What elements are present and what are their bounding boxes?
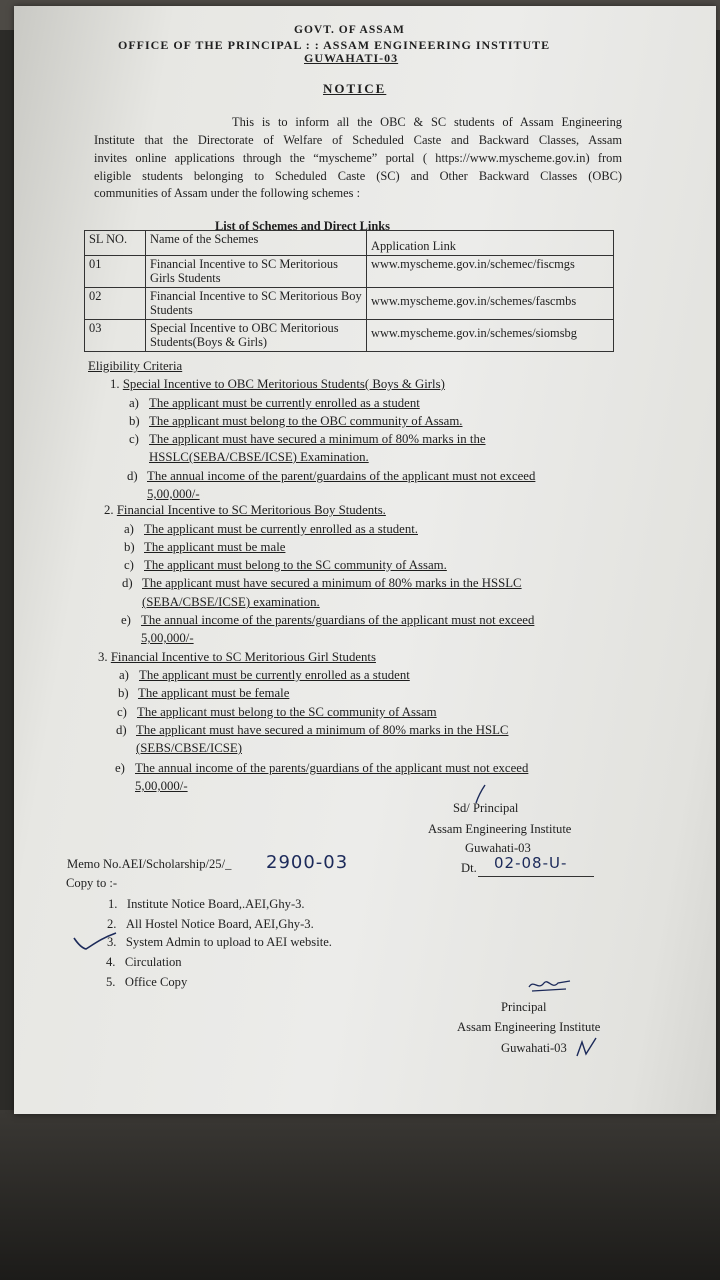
section-number: 2. [104, 503, 114, 517]
memo-number: Memo No.AEI/Scholarship/25/_ [67, 857, 232, 871]
item-marker: d) [122, 576, 133, 590]
row-sl: 03 [85, 319, 146, 351]
item-text-continued: 5,00,000/- [147, 487, 200, 501]
copy-item [106, 954, 182, 972]
sd-principal: Sd/ Principal [453, 801, 519, 815]
notice-title: NOTICE [323, 81, 387, 96]
criterion-item [127, 469, 535, 484]
item-marker: e) [121, 613, 131, 627]
eligibility-title: Eligibility Criteria [88, 359, 183, 373]
row-link[interactable]: www.myscheme.gov.in/schemes/fascmbs [367, 287, 614, 319]
row-sl: 01 [85, 255, 146, 287]
criterion-item [119, 668, 410, 683]
section-number: 3. [98, 650, 108, 664]
criterion-item [124, 540, 285, 555]
item-text-continued: 5,00,000/- [135, 779, 188, 793]
item-text-continued: (SEBS/CBSE/ICSE) [136, 741, 242, 755]
row-sl: 02 [85, 287, 146, 319]
section-title: Financial Incentive to SC Meritorious Girl Students [110, 650, 376, 664]
item-text-continued: HSSLC(SEBA/CBSE/ICSE) Examination. [149, 450, 369, 464]
item-text: The applicant must have secured a minimum of 80% marks in the [149, 432, 486, 446]
background-floor [0, 1110, 720, 1280]
item-text-continued: 5,00,000/- [141, 631, 194, 645]
date-label: Dt. [461, 861, 477, 875]
date-underline [478, 876, 594, 877]
item-marker: b) [124, 540, 135, 554]
item-text: The annual income of the parent/guardains of the applicant must not exceed [147, 469, 536, 483]
copy-item [107, 934, 332, 952]
principal-institute: Assam Engineering Institute [457, 1020, 601, 1034]
item-text: The applicant must have secured a minimum of 80% marks in the HSLC [136, 723, 509, 737]
copy-item-text: Institute Notice Board,.AEI,Ghy-3. [126, 897, 305, 911]
item-marker: d) [127, 469, 138, 483]
schemes-table [84, 230, 614, 352]
section-1-title [110, 377, 445, 392]
copy-item-number: 4. [106, 955, 116, 969]
copy-item-text: All Hostel Notice Board, AEI,Ghy-3. [125, 917, 314, 931]
intro-line-4: eligible students belonging to Scheduled Caste (SC) and Other Backward Classes (OBC) [94, 169, 622, 183]
intro-line-5: communities of Assam under the following schemes : [94, 186, 361, 200]
copy-item-text: Office Copy [124, 975, 188, 989]
item-marker: b) [118, 686, 129, 700]
memo-handwritten-number: 2900-03 [266, 852, 349, 873]
copy-item-text: Circulation [124, 955, 182, 969]
section-title: Special Incentive to OBC Meritorious Students( Boys & Girls) [122, 377, 445, 391]
intro-line-2: Institute that the Directorate of Welfare of Scheduled Caste and Backward Classes, Assam [94, 133, 622, 147]
item-text: The applicant must belong to the SC community of Assam [137, 705, 437, 719]
header-govt: GOVT. OF ASSAM [294, 24, 405, 36]
sig-city: Guwahati-03 [465, 841, 531, 855]
table-row [85, 255, 614, 287]
row-name: Financial Incentive to SC Meritorious Girls Students [146, 255, 367, 287]
copy-item-text: System Admin to upload to AEI website. [125, 935, 332, 949]
criterion-item [124, 522, 418, 537]
table-row [85, 319, 614, 351]
copy-item-number: 2. [107, 917, 117, 931]
intro-line-1: This is to inform all the OBC & SC students of Assam Engineering [232, 115, 622, 129]
principal-city: Guwahati-03 [501, 1041, 567, 1055]
table-row [85, 287, 614, 319]
item-marker: d) [116, 723, 127, 737]
item-text: The applicant must be currently enrolled as a student. [144, 522, 418, 536]
criterion-item [118, 686, 289, 701]
table-header-row [85, 231, 614, 256]
header-name: Name of the Schemes [146, 231, 367, 256]
item-text: The applicant must be currently enrolled as a student [139, 668, 410, 682]
item-marker: e) [115, 761, 125, 775]
criterion-item [117, 705, 437, 720]
item-marker: a) [124, 522, 134, 536]
principal-signature [526, 975, 574, 995]
item-text: The applicant must be female [138, 686, 290, 700]
header-city: GUWAHATI-03 [304, 51, 399, 65]
criterion-item [129, 396, 420, 411]
item-text-continued: (SEBA/CBSE/ICSE) examination. [142, 595, 320, 609]
item-text: The applicant must be male [144, 540, 286, 554]
row-name: Financial Incentive to SC Meritorious Boy Students [146, 287, 367, 319]
item-text: The applicant must belong to the SC community of Assam. [144, 558, 447, 572]
criterion-item [121, 613, 534, 628]
copy-item [107, 916, 314, 934]
header-office: OFFICE OF THE PRINCIPAL : : ASSAM ENGINEERING INSTITUTE [118, 38, 551, 52]
copy-item-number: 1. [108, 897, 118, 911]
date-handwritten: 02-08-U- [494, 854, 568, 872]
copy-item-number: 3. [107, 935, 117, 949]
item-text: The applicant must belong to the OBC community of Assam. [149, 414, 463, 428]
criterion-item [124, 558, 447, 573]
item-marker: a) [129, 396, 139, 410]
header-sl: SL NO. [85, 231, 146, 256]
item-text: The applicant must be currently enrolled as a student [149, 396, 420, 410]
table-caption: List of Schemes and Direct Links [215, 219, 390, 233]
row-link[interactable]: www.myscheme.gov.in/schemes/siomsbg [367, 319, 614, 351]
item-text: The annual income of the parents/guardians of the applicant must not exceed [135, 761, 529, 775]
copy-item [108, 896, 305, 914]
section-number: 1. [110, 377, 120, 391]
item-marker: b) [129, 414, 140, 428]
principal-title: Principal [501, 1000, 547, 1014]
criterion-item [116, 723, 508, 738]
row-link[interactable]: www.myscheme.gov.in/schemec/fiscmgs [367, 255, 614, 287]
item-marker: c) [117, 705, 127, 719]
item-marker: c) [124, 558, 134, 572]
item-text: The applicant must have secured a minimum of 80% marks in the HSSLC [142, 576, 522, 590]
item-text: The annual income of the parents/guardians of the applicant must not exceed [141, 613, 535, 627]
section-2-title [104, 503, 386, 518]
header-link: Application Link [367, 231, 614, 256]
section-3-title [98, 650, 376, 665]
item-marker: c) [129, 432, 139, 446]
intro-line-3: invites online applications through the “myscheme” portal ( https://www.myscheme.gov.in) from [94, 151, 622, 165]
criterion-item [122, 576, 522, 591]
copy-item [106, 974, 187, 992]
item-marker: a) [119, 668, 129, 682]
criterion-item [129, 432, 486, 447]
criterion-item [115, 761, 528, 776]
sig-institute: Assam Engineering Institute [428, 822, 572, 836]
row-name: Special Incentive to OBC Meritorious Students(Boys & Girls) [146, 319, 367, 351]
copy-item-number: 5. [106, 975, 116, 989]
criterion-item [129, 414, 463, 429]
initials-mark [574, 1036, 600, 1060]
copy-to-title: Copy to :- [66, 876, 118, 890]
section-title: Financial Incentive to SC Meritorious Boy Students. [116, 503, 386, 517]
